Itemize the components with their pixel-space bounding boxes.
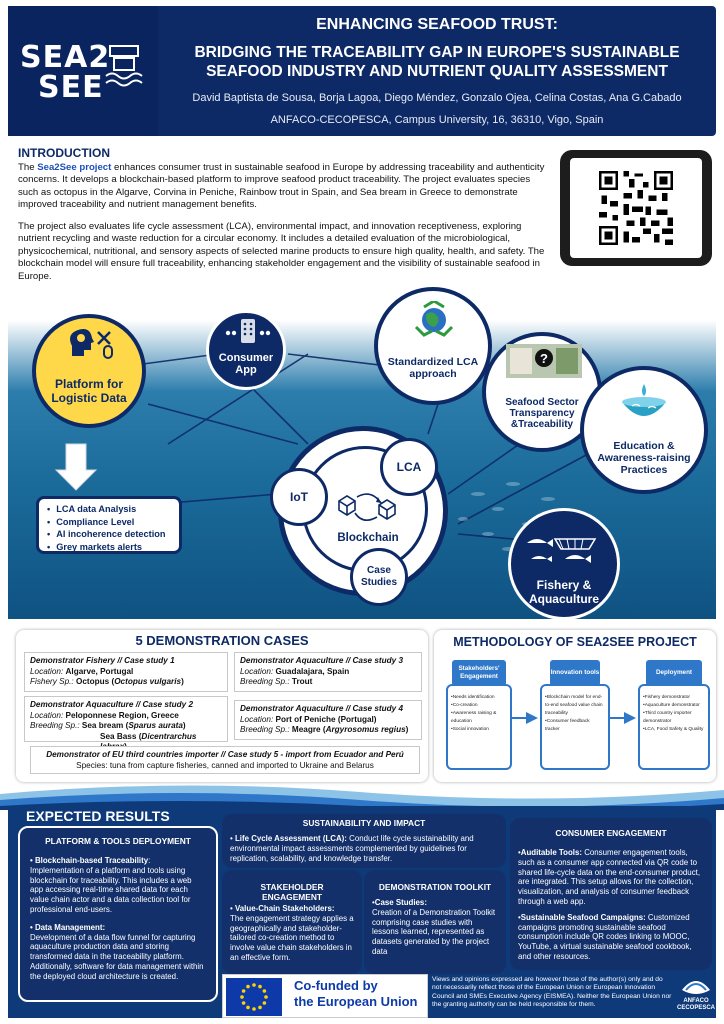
intro-paragraph-2: The project also evaluates life cycle assessment (LCA), environmental impact, and innovation receptiveness, exploring nutrient recycling and waste reduction for a circular economy. It includes a detailed evaluation of the microbiological, physicochemical, nutritional, and sensory aspects of selected marine products to ensure high quality, health, and safety. The blockchain model will ensure full traceability, enhancing stakeholder engagement and the visibility of sustainable seafood in Europe. [18,221,545,282]
logo-line2: SEE [38,70,104,105]
platform-logistic-circle [32,314,146,428]
results-title: EXPECTED RESULTS [26,808,170,824]
case-study-2: Demonstrator Aquaculture // Case study 2 Location: Peloponnese Region, Greece Breeding Sp.: Sea bream (Sparus aurata) Sea Bass (Dicentrarchus [24,696,228,742]
seafood-label: Seafood Sector Transparency &Traceability [505,396,579,430]
case-study-1: Demonstrator Fishery // Case study 1 Location: Algarve, Portugal Fishery Sp.: Octopus (Octopus vulgaris) [24,652,228,692]
case-studies-circle [350,548,408,606]
education-circle [580,366,708,494]
recycle-globe-icon [412,301,456,339]
logo-line1: SEA2 [20,40,111,75]
head-gears-icon [64,326,114,360]
case-study-4: Demonstrator Aquaculture // Case study 4 Location: Port of Peniche (Portugal) Breeding Sp.: Meagre (Argyrosomus regius) [234,700,422,740]
methodology-title: METHODOLOGY OF SEA2SEE PROJECT [453,635,697,649]
iot-circle [270,468,328,526]
anfaco-logo: ANFACO CECOPESCA [676,970,716,1018]
blockchain-label: Blockchain [337,532,399,544]
list-item: • Grey markets alerts [47,541,173,554]
poster-title: ENHANCING SEAFOOD TRUST: [316,16,558,33]
methodology-col-1: • Needs identification • Co-creation • Awareness raising & education • Social innovation [446,684,512,770]
authors: David Baptista de Sousa, Borja Lagoa, Diego Méndez, Gonzalo Ojea, Celina Costas, Ana G.Cabado [192,92,682,104]
phone-image [560,150,712,266]
list-item: • AI incoherence detection [47,528,173,541]
lca-small-circle [380,438,438,496]
stakeholder-panel: STAKEHOLDER ENGAGEMENT • Value-Chain Stakeholders: The engagement strategy applies a geographically and stakeholder-tailored co-creation method to involve value chain stakeholders in an effective form. [222,870,362,974]
intro-title: INTRODUCTION [18,146,110,160]
consumer-label: Consumer App [218,352,274,376]
fishery-aquaculture-circle [508,508,620,620]
consumer-engagement-panel: CONSUMER ENGAGEMENT •Auditable Tools: Consumer engagement tools, such as a consumer app connected via QR code to shared life-cycle data on the end-consumer product, are integrated. This setup allows for the collection, visualization, and analysis of consumer feedback through a web app. •Sustainable Seafood Campaigns: Customized campaigns promoting sustainable seafood consumption include QR codes linking to MOOC, YouTube, a virtual sustainable seafood cookbook, and other resources. [510,818,712,970]
qr-code-icon[interactable] [596,164,676,252]
fishery-label: Fishery & Aquaculture [528,578,599,606]
iot-label: IoT [290,490,308,504]
lca-small-label: LCA [396,460,422,474]
sea2see-logo [8,6,158,136]
disclaimer-text: Views and opinions expressed are however those of the author(s) only and do not necessarily reflect those of the European Union or European Innovation Council and SMEs Executive Agency (EISMEA). Neither the European Union nor the granting authority can be held responsible for them. [432,976,672,1009]
platform-features-list [36,496,182,554]
eu-funding-text: Co-funded by the European Union [294,978,418,1009]
case-study-5: Demonstrator of EU third countries importer // Case study 5 - import from Ecuador and Perú Species: tuna from capture fisheries, canned and imported to Ukraine and Belarus [30,746,420,774]
poster-header [8,6,716,136]
list-item: • Compliance Level [47,516,173,529]
methodology-head-2: Innovation tools [550,660,600,686]
lca-label: Standardized LCA approach [387,356,479,380]
consumer-app-circle [206,310,286,390]
lca-approach-circle [374,287,492,405]
svg-text:?: ? [540,351,548,366]
eu-flag-icon [226,978,282,1016]
sustainability-panel: SUSTAINABILITY AND IMPACT • Life Cycle Assessment (LCA): Conduct life cycle sustainability and environmental impact assessments complemented by guidelines for replication, scalability, and knowledge transfer. [222,814,506,868]
platform-tools-panel: PLATFORM & TOOLS DEPLOYMENT • Blockchain-based Traceability: Implementation of a platform and tools using blockchain for traceability. This includes a web app accessing real-time shared data for each value chain actor and a data collection tool for professional end-users. • Data Management: Development of a data flow funnel for capturing aquaculture production data and storing transformed data in the traceability platform. Additionally, software for data management within the deployed cloud architecture is created. [18,826,218,1002]
water-bowl-icon [618,382,670,426]
market-shelf-icon [506,342,582,378]
intro-paragraph-1: The Sea2See project enhances consumer trust in sustainable seafood in Europe by addressing traceability and authenticity concerns. It develops a blockchain-based platform to improve seafood product traceability. The project evaluates species such as octopus in the Algarve, Corvina in Peniche, Rainbow trout in Spain, and Sea bream in Greece to demonstrate improved traceability and nutrient management benefits. [18,162,545,211]
case-study-3: Demonstrator Aquaculture // Case study 3 Location: Guadalajara, Spain Breeding Sp.: Trout [234,652,422,692]
blockchain-cubes-icon [331,487,403,527]
affiliation: ANFACO-CECOPESCA, Campus University, 16, 36310, Vigo, Spain [270,114,604,126]
methodology-col-2: • Blockchain model for end-to-end seafood value chain traceability • Consumer feedback tracker [540,684,610,770]
methodology-col-3: • Fishery demonstrator • Aquaculture demonstrator • Third country importer demonstrator • LCA, Food Safety & Quality [638,684,710,770]
list-item: • LCA data Analysis [47,503,173,516]
demo-toolkit-panel: DEMONSTRATION TOOLKIT •Case Studies: Creation of a Demonstration Toolkit comprising case studies with lessons learned, represented as datasets generated by the project data [364,870,506,974]
demo-cases-title: 5 DEMONSTRATION CASES [135,633,309,648]
phone-people-icon [223,319,271,343]
methodology-head-3: Deployment [646,660,702,686]
case-studies-label: Case Studies [360,565,398,588]
methodology-head-1: Stakeholders' Engagement [452,660,506,686]
fish-crate-icon [104,44,144,88]
education-label: Education & Awareness-raising Practices [597,440,691,476]
anfaco-fish-icon [680,972,712,998]
project-name: Sea2See project [37,162,112,173]
poster-subtitle: BRIDGING THE TRACEABILITY GAP IN EUROPE'S SUSTAINABLE SEAFOOD INDUSTRY AND NUTRIENT QUALITY ASSESSMENT [194,44,680,80]
fish-net-icon [521,529,607,569]
platform-label: Platform for Logistic Data [51,377,127,405]
